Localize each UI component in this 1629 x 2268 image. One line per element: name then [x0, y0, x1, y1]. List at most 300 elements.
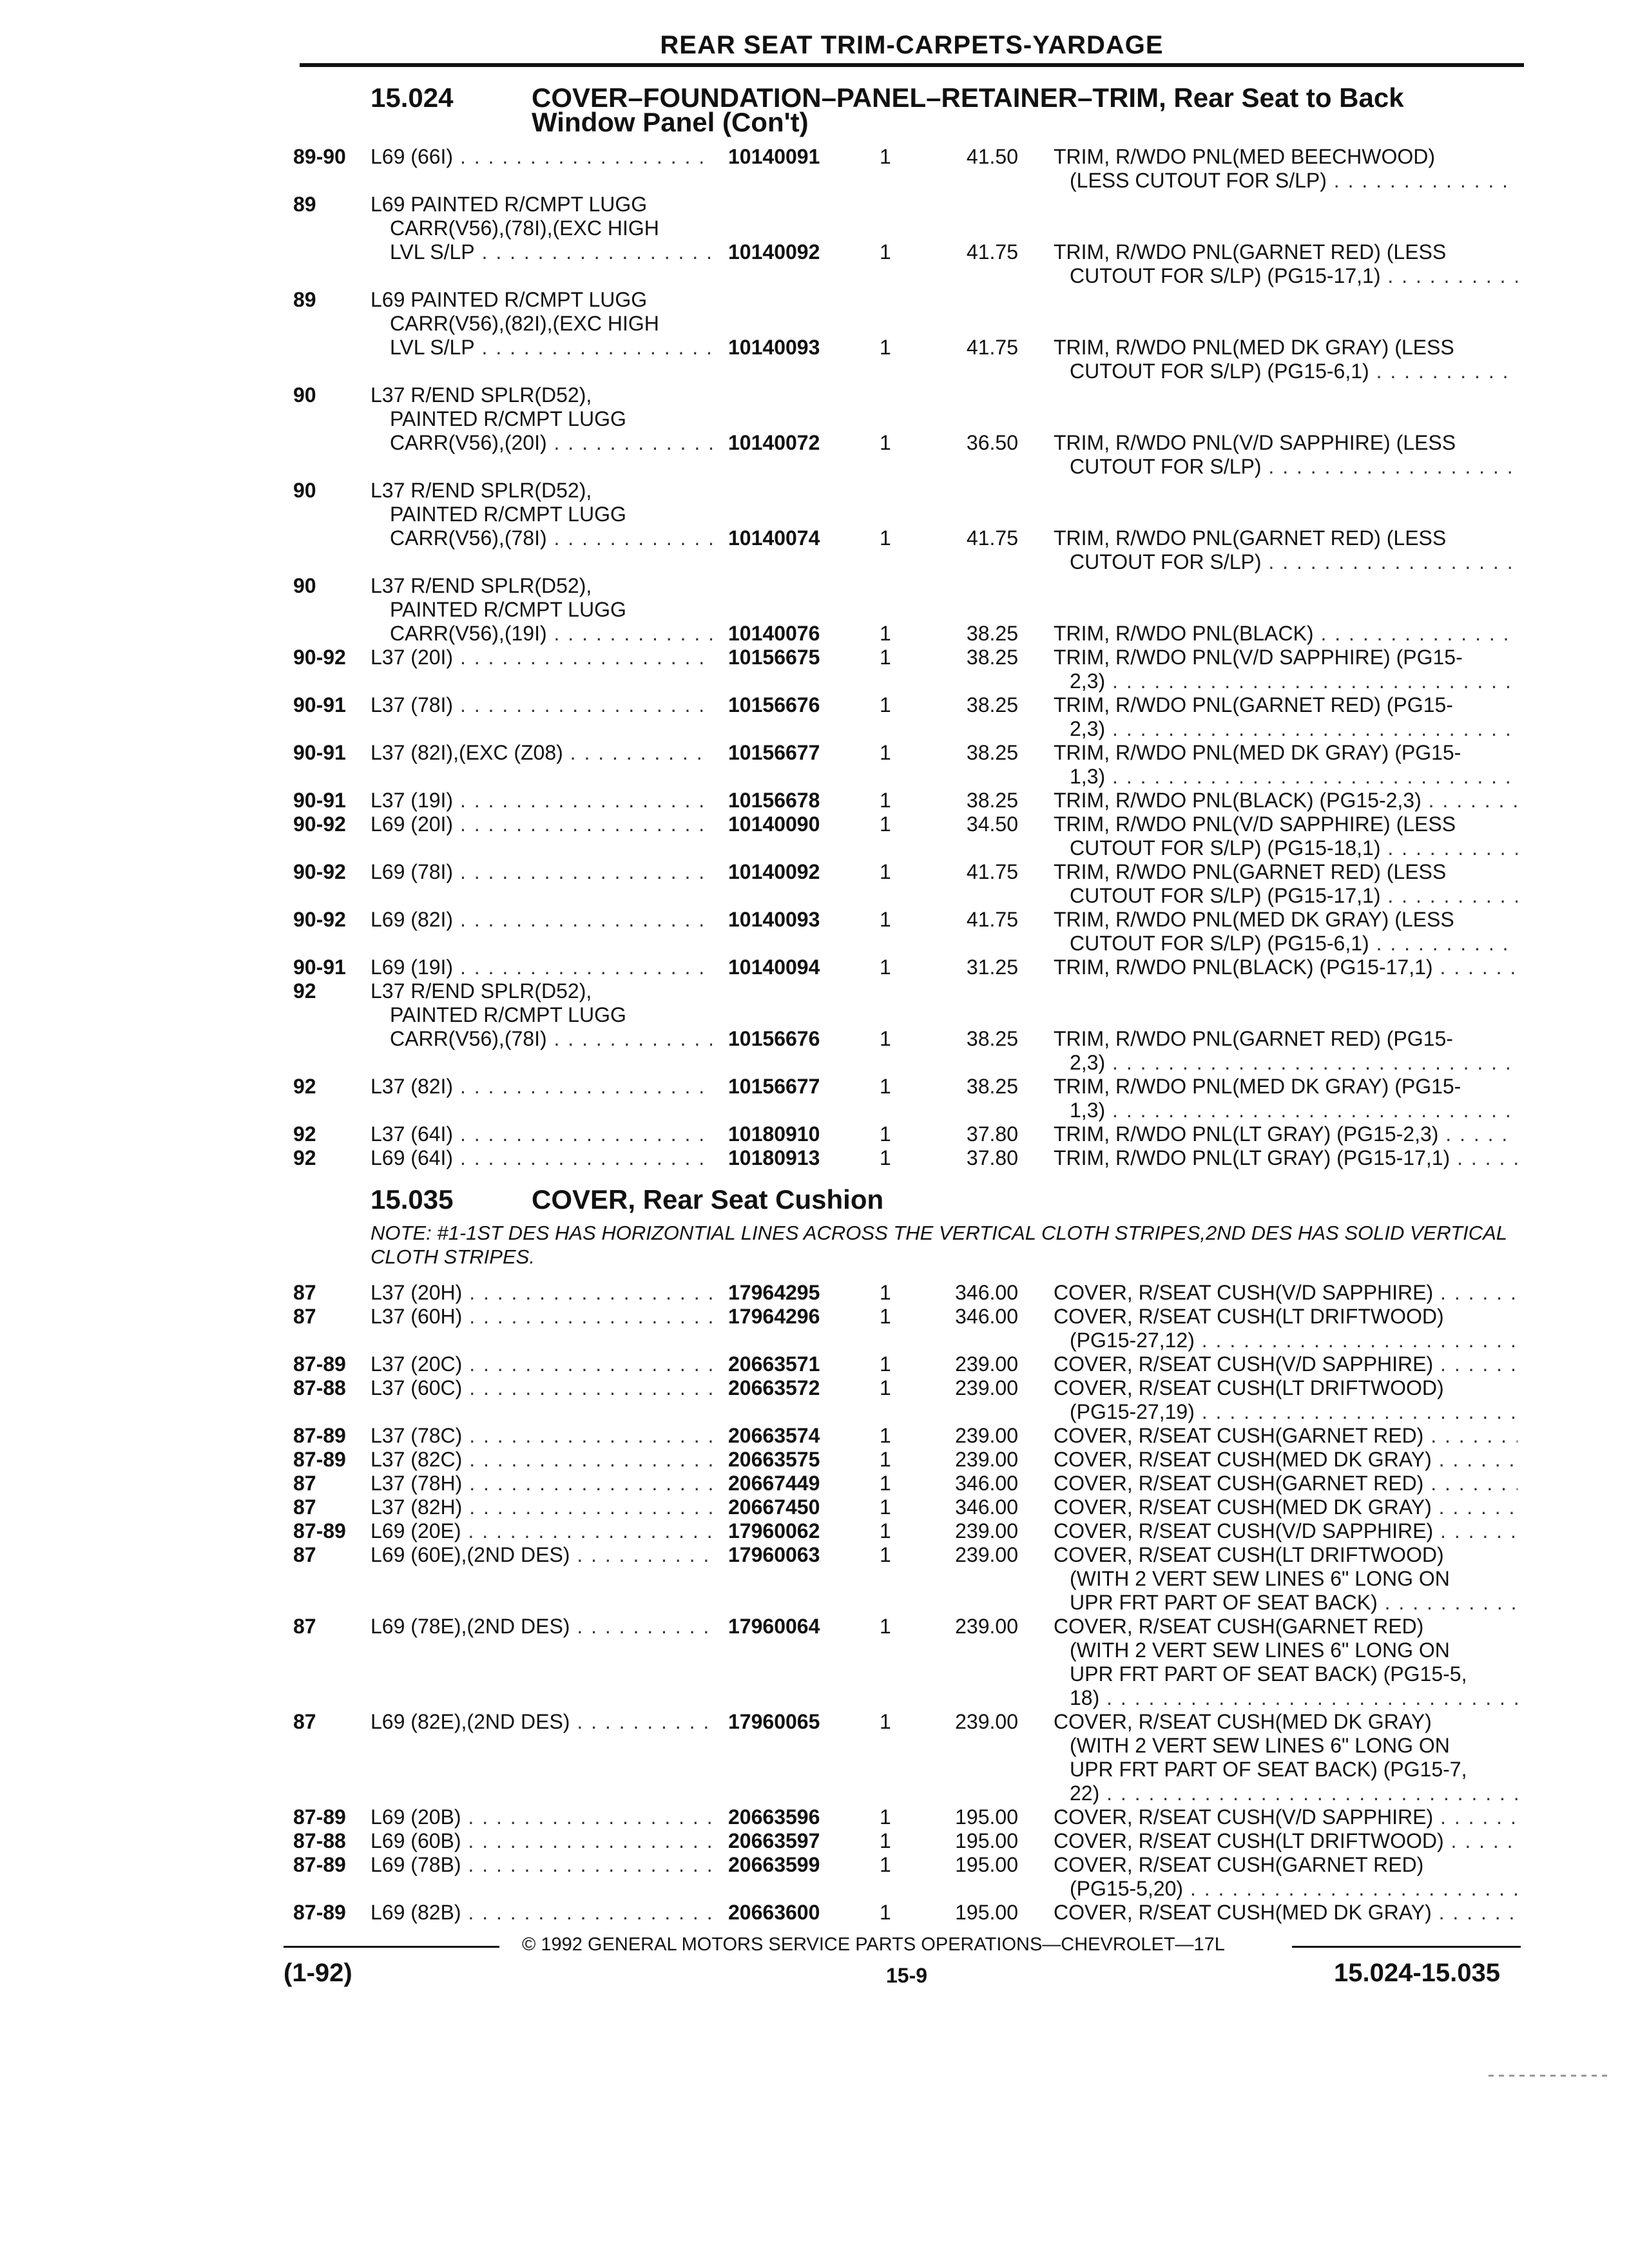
row-year: 90-91: [293, 789, 346, 812]
row-quantity: 1: [880, 741, 891, 764]
row-description-line: CUTOUT FOR S/LP) (PG15-17,1) . . .: [1054, 884, 1518, 908]
row-description: [1054, 1829, 1518, 1853]
row-quantity: 1: [880, 1495, 891, 1519]
row-part-number: 10180913: [728, 1146, 820, 1169]
row-description-line: TRIM, R/WDO PNL(GARNET RED) (PG15-: [1054, 693, 1453, 716]
row-description: [1054, 646, 1518, 693]
row-model-line: CARR(V56),(78I),(EXC HIGH: [390, 216, 659, 240]
row-part-number: 20667449: [728, 1472, 820, 1495]
row-quantity: 1: [880, 908, 891, 931]
row-description-line: CUTOUT FOR S/LP) (PG15-18,1) . . .: [1054, 836, 1518, 860]
footer-rule-right: [1292, 1946, 1521, 1948]
row-description: [1054, 860, 1518, 908]
row-year: 92: [293, 1146, 316, 1169]
row-description: [1054, 1495, 1518, 1519]
row-price: 195.00: [955, 1805, 1018, 1829]
row-description-line: UPR FRT PART OF SEAT BACK) . . .: [1054, 1591, 1518, 1615]
row-part-number: 10156676: [728, 693, 820, 716]
margin-scan-mark: [1489, 2075, 1608, 2077]
row-year: 89: [293, 193, 316, 216]
footer-copyright: © 1992 GENERAL MOTORS SERVICE PARTS OPERATIONS—CHEVROLET—17L: [522, 1934, 1225, 1955]
row-model-line: L69 (20E) . . .: [371, 1519, 712, 1543]
row-part-number: 20663596: [728, 1805, 820, 1829]
row-part-number: 20663600: [728, 1901, 820, 1924]
row-year: 90: [293, 479, 316, 502]
row-model-line: PAINTED R/CMPT LUGG: [390, 1003, 626, 1026]
row-description: [1054, 1543, 1518, 1615]
row-description: [1054, 1075, 1518, 1122]
row-quantity: 1: [880, 526, 891, 550]
row-model-line: L37 (60H) . . .: [371, 1305, 712, 1329]
row-price: 37.80: [966, 1122, 1018, 1146]
row-description-line: TRIM, R/WDO PNL(BLACK) (PG15-2,3) . . .: [1054, 789, 1518, 812]
row-model-line: L37 R/END SPLR(D52),: [371, 479, 592, 502]
row-description: [1054, 1615, 1518, 1710]
row-price: 38.25: [966, 741, 1018, 764]
row-model-line: L37 (64I) . . .: [371, 1122, 712, 1146]
row-part-number: 10156677: [728, 1075, 820, 1098]
row-model-line: CARR(V56),(19I) . . .: [371, 622, 712, 646]
row-quantity: 1: [880, 860, 891, 883]
row-description-line: TRIM, R/WDO PNL(BLACK) (PG15-17,1) . . .: [1054, 956, 1518, 979]
row-model: [371, 646, 712, 669]
row-quantity: 1: [880, 812, 891, 836]
row-description: [1054, 1281, 1518, 1305]
row-quantity: 1: [880, 336, 891, 359]
row-part-number: 17960065: [728, 1710, 820, 1733]
row-model: [371, 1122, 712, 1146]
row-model-line: L69 (60B) . . .: [371, 1829, 712, 1853]
row-model-line: L69 (20B) . . .: [371, 1805, 712, 1829]
row-description-line: COVER, R/SEAT CUSH(LT DRIFTWOOD): [1054, 1376, 1444, 1399]
footer-page-number: 15-9: [886, 1964, 928, 1987]
row-model-line: L37 (78I) . . .: [371, 693, 712, 717]
row-part-number: 10140074: [728, 526, 820, 550]
row-description: [1054, 145, 1518, 193]
row-price: 31.25: [966, 956, 1018, 979]
row-year: 92: [293, 979, 316, 1003]
section-number: 15.035: [371, 1184, 454, 1215]
footer-rule-left: [284, 1946, 499, 1948]
row-model: [371, 1472, 712, 1495]
row-model-line: L37 (78H) . . .: [371, 1472, 712, 1495]
row-description: [1054, 1519, 1518, 1543]
row-price: 346.00: [955, 1305, 1018, 1328]
row-price: 34.50: [966, 812, 1018, 836]
row-price: 239.00: [955, 1352, 1018, 1376]
row-description-line: TRIM, R/WDO PNL(GARNET RED) (LESS: [1054, 860, 1447, 883]
row-description-line: 22) . . .: [1054, 1782, 1518, 1805]
row-description-line: TRIM, R/WDO PNL(V/D SAPPHIRE) (LESS: [1054, 431, 1456, 454]
row-price: 346.00: [955, 1281, 1018, 1304]
row-part-number: 10140072: [728, 431, 820, 454]
row-model-line: L37 (60C) . . .: [371, 1376, 712, 1400]
row-quantity: 1: [880, 622, 891, 645]
row-price: 38.25: [966, 622, 1018, 645]
row-description-line: COVER, R/SEAT CUSH(MED DK GRAY) . . .: [1054, 1495, 1518, 1519]
row-description: [1054, 1853, 1518, 1901]
row-description: [1054, 1146, 1518, 1170]
row-model-line: L69 (60E),(2ND DES) . . .: [371, 1543, 712, 1567]
row-part-number: 20663572: [728, 1376, 820, 1399]
row-description-line: UPR FRT PART OF SEAT BACK) (PG15-5,: [1070, 1662, 1467, 1686]
row-part-number: 17960063: [728, 1543, 820, 1566]
row-model-line: L37 R/END SPLR(D52),: [371, 574, 592, 597]
row-description-line: TRIM, R/WDO PNL(LT GRAY) (PG15-2,3) . . .: [1054, 1122, 1518, 1146]
row-year: 92: [293, 1075, 316, 1098]
row-part-number: 10156677: [728, 741, 820, 764]
row-price: 37.80: [966, 1146, 1018, 1169]
section-title-continued: Window Panel (Con't): [532, 107, 809, 137]
row-price: 346.00: [955, 1472, 1018, 1495]
row-model-line: PAINTED R/CMPT LUGG: [390, 407, 626, 430]
row-part-number: 10140092: [728, 240, 820, 264]
row-description-line: 1,3) . . .: [1054, 765, 1518, 789]
row-description-line: (PG15-27,12) . . .: [1054, 1329, 1518, 1352]
row-part-number: 20667450: [728, 1495, 820, 1519]
row-year: 89: [293, 288, 316, 311]
row-price: 346.00: [955, 1495, 1018, 1519]
row-model: [371, 1543, 712, 1567]
row-year: 87: [293, 1615, 316, 1638]
row-model-line: LVL S/LP . . .: [371, 336, 712, 360]
row-model: [371, 789, 712, 812]
row-description-line: (WITH 2 VERT SEW LINES 6" LONG ON: [1070, 1639, 1450, 1662]
row-quantity: 1: [880, 789, 891, 812]
row-model-line: L69 (19I) . . .: [371, 956, 712, 979]
row-part-number: 10140091: [728, 145, 820, 168]
row-price: 41.75: [966, 908, 1018, 931]
row-model-line: L37 (20H) . . .: [371, 1281, 712, 1305]
row-description-line: COVER, R/SEAT CUSH(GARNET RED) . . .: [1054, 1472, 1518, 1495]
row-model: [371, 1519, 712, 1543]
row-model-line: L37 (82H) . . .: [371, 1495, 712, 1519]
row-year: 87: [293, 1305, 316, 1328]
row-part-number: 10140094: [728, 956, 820, 979]
row-description-line: COVER, R/SEAT CUSH(GARNET RED): [1054, 1615, 1424, 1638]
row-year: 87-89: [293, 1805, 346, 1829]
row-model: [371, 956, 712, 979]
row-year: 87-89: [293, 1519, 346, 1542]
section-title: COVER–FOUNDATION–PANEL–RETAINER–TRIM, Rear Seat to Back: [532, 82, 1404, 113]
row-quantity: 1: [880, 240, 891, 264]
row-model-line: L37 (19I) . . .: [371, 789, 712, 812]
row-model-line: L69 (66I) . . .: [371, 145, 712, 169]
row-part-number: 10180910: [728, 1122, 820, 1146]
row-year: 87-89: [293, 1901, 346, 1924]
row-model-line: L37 R/END SPLR(D52),: [371, 383, 592, 407]
row-description-line: TRIM, R/WDO PNL(V/D SAPPHIRE) (PG15-: [1054, 646, 1463, 669]
row-description-line: TRIM, R/WDO PNL(MED DK GRAY) (LESS: [1054, 336, 1454, 359]
row-quantity: 1: [880, 431, 891, 454]
row-description-line: (PG15-27,19) . . .: [1054, 1400, 1518, 1424]
row-description-line: TRIM, R/WDO PNL(GARNET RED) (PG15-: [1054, 1027, 1453, 1050]
row-description-line: COVER, R/SEAT CUSH(LT DRIFTWOOD) . . .: [1054, 1829, 1518, 1853]
row-quantity: 1: [880, 1122, 891, 1146]
row-year: 87-89: [293, 1448, 346, 1471]
row-description-line: TRIM, R/WDO PNL(MED BEECHWOOD): [1054, 145, 1435, 168]
row-description-line: 2,3) . . .: [1054, 1051, 1518, 1075]
row-part-number: 20663575: [728, 1448, 820, 1471]
row-description-line: TRIM, R/WDO PNL(GARNET RED) (LESS: [1054, 526, 1447, 550]
row-description: [1054, 336, 1518, 383]
row-year: 90-92: [293, 908, 346, 931]
row-price: 38.25: [966, 789, 1018, 812]
row-model-line: L37 (20I) . . .: [371, 646, 712, 669]
row-description-line: (PG15-5,20) . . .: [1054, 1877, 1518, 1901]
row-model-line: L69 (82I) . . .: [371, 908, 712, 932]
row-model-line: L37 (82I),(EXC (Z08) . . .: [371, 741, 712, 765]
row-description-line: (WITH 2 VERT SEW LINES 6" LONG ON: [1070, 1734, 1450, 1757]
row-price: 36.50: [966, 431, 1018, 454]
row-model: [371, 1075, 712, 1099]
row-year: 87-89: [293, 1853, 346, 1876]
row-year: 87-89: [293, 1352, 346, 1376]
row-model-line: CARR(V56),(20I) . . .: [371, 431, 712, 455]
footer-section-range: 15.024-15.035: [1334, 1959, 1501, 1987]
row-description-line: COVER, R/SEAT CUSH(GARNET RED): [1054, 1853, 1424, 1876]
row-quantity: 1: [880, 1376, 891, 1399]
row-description-line: COVER, R/SEAT CUSH(MED DK GRAY) . . .: [1054, 1901, 1518, 1925]
row-model-line: L69 PAINTED R/CMPT LUGG: [371, 288, 648, 311]
header-rule: [300, 63, 1524, 67]
row-part-number: 10140093: [728, 336, 820, 359]
row-quantity: 1: [880, 1305, 891, 1328]
row-quantity: 1: [880, 646, 891, 669]
row-part-number: 20663599: [728, 1853, 820, 1876]
row-description: [1054, 741, 1518, 789]
row-description-line: TRIM, R/WDO PNL(V/D SAPPHIRE) (LESS: [1054, 812, 1456, 836]
row-model-line: PAINTED R/CMPT LUGG: [390, 503, 626, 526]
row-model: [371, 288, 712, 360]
row-price: 38.25: [966, 1075, 1018, 1098]
row-price: 239.00: [955, 1448, 1018, 1471]
row-price: 239.00: [955, 1543, 1018, 1566]
row-description: [1054, 1305, 1518, 1352]
row-part-number: 10140093: [728, 908, 820, 931]
row-model-line: L69 (78E),(2ND DES) . . .: [371, 1615, 712, 1639]
row-description-line: COVER, R/SEAT CUSH(V/D SAPPHIRE) . . .: [1054, 1519, 1518, 1543]
row-year: 87: [293, 1543, 316, 1566]
row-model-line: L37 R/END SPLR(D52),: [371, 979, 592, 1003]
row-description: [1054, 1352, 1518, 1376]
row-price: 41.75: [966, 336, 1018, 359]
row-part-number: 10140076: [728, 622, 820, 645]
row-model-line: L37 (82I) . . .: [371, 1075, 712, 1099]
row-year: 87: [293, 1710, 316, 1733]
row-model-line: PAINTED R/CMPT LUGG: [390, 598, 626, 621]
row-year: 90-92: [293, 860, 346, 883]
row-price: 41.75: [966, 526, 1018, 550]
row-quantity: 1: [880, 1829, 891, 1852]
row-price: 41.50: [966, 145, 1018, 168]
row-year: 87: [293, 1495, 316, 1519]
row-description-line: (LESS CUTOUT FOR S/LP) . . .: [1054, 169, 1518, 193]
row-description: [1054, 1376, 1518, 1424]
row-model: [371, 1305, 712, 1329]
row-part-number: 20663571: [728, 1352, 820, 1376]
row-description-line: COVER, R/SEAT CUSH(MED DK GRAY) . . .: [1054, 1448, 1518, 1472]
row-model: [371, 1281, 712, 1305]
row-quantity: 1: [880, 956, 891, 979]
row-quantity: 1: [880, 145, 891, 168]
row-description-line: TRIM, R/WDO PNL(MED DK GRAY) (PG15-: [1054, 1075, 1461, 1098]
row-model-line: L69 PAINTED R/CMPT LUGG: [371, 193, 648, 216]
row-year: 90: [293, 383, 316, 407]
row-description: [1054, 956, 1518, 979]
row-quantity: 1: [880, 1075, 891, 1098]
row-year: 90-91: [293, 741, 346, 764]
row-description: [1054, 1424, 1518, 1448]
row-quantity: 1: [880, 1710, 891, 1733]
section-note: NOTE: #1-1ST DES HAS HORIZONTIAL LINES ACROSS THE VERTICAL CLOTH STRIPES,2ND DES HAS SOLID VERTICAL CLOTH STRIPES.: [371, 1222, 1507, 1268]
row-quantity: 1: [880, 693, 891, 716]
row-model-line: L37 (78C) . . .: [371, 1424, 712, 1448]
row-model-line: L37 (20C) . . .: [371, 1352, 712, 1376]
row-description-line: COVER, R/SEAT CUSH(LT DRIFTWOOD): [1054, 1543, 1444, 1566]
row-quantity: 1: [880, 1448, 891, 1471]
row-year: 90-92: [293, 812, 346, 836]
row-model: [371, 1146, 712, 1170]
row-description-line: TRIM, R/WDO PNL(MED DK GRAY) (PG15-: [1054, 741, 1461, 764]
row-year: 87-88: [293, 1829, 346, 1852]
row-quantity: 1: [880, 1805, 891, 1829]
row-description: [1054, 240, 1518, 288]
row-model: [371, 1448, 712, 1472]
row-model: [371, 479, 712, 550]
row-price: 239.00: [955, 1376, 1018, 1399]
row-model: [371, 1710, 712, 1734]
row-year: 87-89: [293, 1424, 346, 1447]
row-model: [371, 1805, 712, 1829]
row-model-line: L69 (78B) . . .: [371, 1853, 712, 1877]
row-description-line: CUTOUT FOR S/LP) (PG15-17,1) . . .: [1054, 264, 1518, 288]
row-quantity: 1: [880, 1853, 891, 1876]
row-model: [371, 383, 712, 455]
row-part-number: 17960062: [728, 1519, 820, 1542]
row-model: [371, 860, 712, 884]
row-model-line: L69 (20I) . . .: [371, 812, 712, 836]
row-quantity: 1: [880, 1901, 891, 1924]
row-description-line: CUTOUT FOR S/LP) . . .: [1054, 550, 1518, 574]
row-year: 90-91: [293, 693, 346, 716]
row-year: 90-92: [293, 646, 346, 669]
row-year: 90: [293, 574, 316, 597]
row-price: 38.25: [966, 646, 1018, 669]
row-model: [371, 1615, 712, 1639]
row-part-number: 20663574: [728, 1424, 820, 1447]
row-quantity: 1: [880, 1424, 891, 1447]
row-model-line: L69 (64I) . . .: [371, 1146, 712, 1170]
row-description-line: 1,3) . . .: [1054, 1099, 1518, 1122]
row-quantity: 1: [880, 1472, 891, 1495]
row-part-number: 10156675: [728, 646, 820, 669]
row-model: [371, 979, 712, 1051]
row-description: [1054, 1472, 1518, 1495]
row-description-line: TRIM, R/WDO PNL(LT GRAY) (PG15-17,1) . . .: [1054, 1146, 1518, 1170]
row-description: [1054, 431, 1518, 479]
row-description: [1054, 693, 1518, 741]
row-quantity: 1: [880, 1027, 891, 1050]
row-description-line: 2,3) . . .: [1054, 717, 1518, 741]
row-description: [1054, 1448, 1518, 1472]
row-part-number: 10156678: [728, 789, 820, 812]
row-model-line: LVL S/LP . . .: [371, 240, 712, 264]
row-part-number: 17960064: [728, 1615, 820, 1638]
page-header-title: REAR SEAT TRIM-CARPETS-YARDAGE: [660, 31, 1164, 59]
row-quantity: 1: [880, 1543, 891, 1566]
row-price: 195.00: [955, 1829, 1018, 1852]
row-year: 90-91: [293, 956, 346, 979]
row-model-line: L69 (78I) . . .: [371, 860, 712, 884]
section-number: 15.024: [371, 82, 454, 113]
row-model: [371, 812, 712, 836]
row-description: [1054, 789, 1518, 812]
row-part-number: 17964296: [728, 1305, 820, 1328]
row-model: [371, 1829, 712, 1853]
row-description-line: TRIM, R/WDO PNL(BLACK) . . .: [1054, 622, 1518, 646]
row-description: [1054, 1122, 1518, 1146]
row-description: [1054, 526, 1518, 574]
section-title: COVER, Rear Seat Cushion: [532, 1184, 884, 1215]
row-description-line: COVER, R/SEAT CUSH(GARNET RED) . . .: [1054, 1424, 1518, 1448]
row-model-line: CARR(V56),(78I) . . .: [371, 526, 712, 550]
row-price: 38.25: [966, 693, 1018, 716]
row-quantity: 1: [880, 1146, 891, 1169]
row-description-line: CUTOUT FOR S/LP) . . .: [1054, 455, 1518, 479]
row-description-line: CUTOUT FOR S/LP) (PG15-6,1) . . .: [1054, 932, 1518, 956]
row-model-line: L69 (82B) . . .: [371, 1901, 712, 1925]
row-model: [371, 1376, 712, 1400]
row-model-line: CARR(V56),(82I),(EXC HIGH: [390, 312, 659, 335]
row-model: [371, 574, 712, 646]
row-year: 87: [293, 1472, 316, 1495]
row-year: 87: [293, 1281, 316, 1304]
row-description-line: 2,3) . . .: [1054, 669, 1518, 693]
row-model: [371, 1901, 712, 1925]
footer-date: (1-92): [284, 1959, 352, 1987]
row-model: [371, 1853, 712, 1877]
row-price: 239.00: [955, 1519, 1018, 1542]
row-price: 38.25: [966, 1027, 1018, 1050]
row-model: [371, 1495, 712, 1519]
row-description-line: COVER, R/SEAT CUSH(V/D SAPPHIRE) . . .: [1054, 1352, 1518, 1376]
row-part-number: 17964295: [728, 1281, 820, 1304]
row-model: [371, 741, 712, 765]
row-description: [1054, 622, 1518, 646]
row-model-line: L37 (82C) . . .: [371, 1448, 712, 1472]
row-description: [1054, 1027, 1518, 1075]
row-quantity: 1: [880, 1352, 891, 1376]
row-year: 89-90: [293, 145, 346, 168]
row-description-line: COVER, R/SEAT CUSH(MED DK GRAY): [1054, 1710, 1432, 1733]
row-description-line: UPR FRT PART OF SEAT BACK) (PG15-7,: [1070, 1758, 1467, 1781]
row-model: [371, 693, 712, 717]
row-description: [1054, 908, 1518, 956]
row-model: [371, 1424, 712, 1448]
row-part-number: 10156676: [728, 1027, 820, 1050]
row-model: [371, 193, 712, 264]
row-description: [1054, 1710, 1518, 1805]
row-model: [371, 1352, 712, 1376]
row-model-line: L69 (82E),(2ND DES) . . .: [371, 1710, 712, 1734]
row-quantity: 1: [880, 1281, 891, 1304]
row-price: 41.75: [966, 240, 1018, 264]
row-price: 41.75: [966, 860, 1018, 883]
row-price: 239.00: [955, 1615, 1018, 1638]
row-part-number: 10140090: [728, 812, 820, 836]
row-description-line: COVER, R/SEAT CUSH(V/D SAPPHIRE) . . .: [1054, 1281, 1518, 1305]
